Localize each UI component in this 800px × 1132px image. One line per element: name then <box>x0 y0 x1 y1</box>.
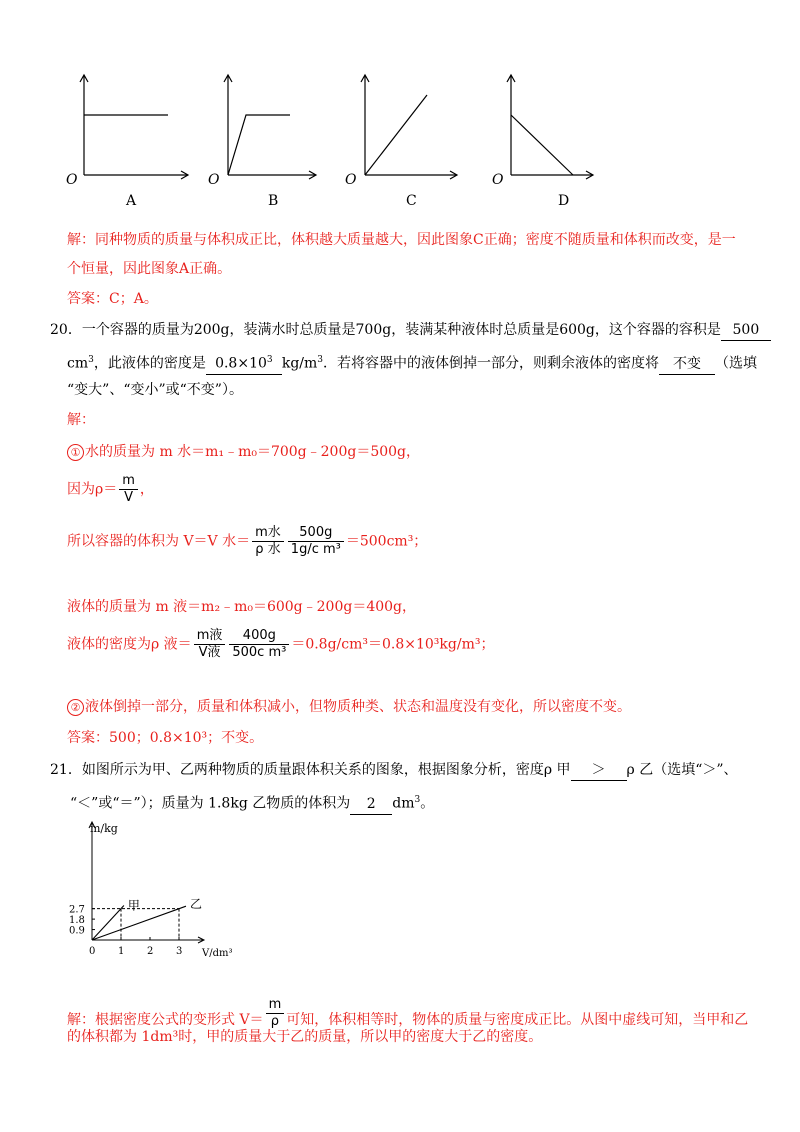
q20-line3: “变大”、“变小”或“不变”）。 <box>67 382 243 398</box>
y-tick-label: 2.7 <box>69 904 85 916</box>
q19-analysis-cont: 个恒量，因此图象A正确。 <box>67 261 232 277</box>
x-tick-label: 3 <box>176 946 183 957</box>
q20-number: 20． <box>50 322 82 338</box>
graph-a-origin: O <box>66 172 78 188</box>
graph-b-origin: O <box>208 172 220 188</box>
q19-answer: 答案：C；A。 <box>67 291 158 307</box>
q20-blank-change: 不变 <box>659 354 715 375</box>
q20-blank-density: $0.8\times 10^3$ <box>206 350 282 375</box>
graph-a-label: A <box>126 193 137 209</box>
x-tick-label: 2 <box>147 946 154 957</box>
q21-line1: 21．如图所示为甲、乙两种物质的质量跟体积关系的图象，根据图象分析，密度ρ 甲 ＞ ρ 乙（选填“＞”、 <box>50 760 738 781</box>
x-axis-label: V/dm³ <box>202 948 233 959</box>
graph-d-label: D <box>558 193 570 209</box>
series-label-jia: 甲 <box>127 898 140 913</box>
q21-line2: “＜”或“＝”）；质量为 1.8kg 乙物质的体积为 2 $dm^3$。 <box>70 790 434 815</box>
q21-blank-compare: ＞ <box>571 760 627 781</box>
q20-step2: 因为ρ＝ $\frac{m}{V}$ ， <box>67 473 154 505</box>
y-tick-label: 0.9 <box>69 925 85 937</box>
q20-step3: 所以容器的体积为 V＝V 水＝ $\frac{\text{m水}}{\text{ρ 水}}$ $\frac{500g}{\text{1g/c m³}}$ ＝500cm³； <box>67 525 428 557</box>
q20-step5: 液体的密度为ρ 液＝ $\frac{\text{m液}}{\text{V液}}$ $\frac{400g}{\text{500c m³}}$ ＝0.8g/cm³＝0.8×10³kg/m³； <box>67 628 495 660</box>
q21-chart <box>60 810 260 965</box>
q19-analysis: 解：同种物质的质量与体积成正比，体积越大质量越大，因此图象C正确；密度不随质量和体积而改变，是一 <box>67 232 736 248</box>
x-tick-label: 1 <box>118 946 125 957</box>
series-label-yi: 乙 <box>189 897 202 912</box>
graph-c-origin: O <box>345 172 357 188</box>
q21-number: 21． <box>50 762 82 778</box>
q21-solution-line1: 解：根据密度公式的变形式 V＝ $\frac{m}{\rho}$ 可知，体积相等时，物体的质量与密度成正比。从图中虚线可知，当甲和乙 <box>67 997 749 1029</box>
graph-b-label: B <box>268 193 279 209</box>
x-tick-label: 0 <box>89 946 96 957</box>
q20-line2: $cm^3$，此液体的密度是 $0.8\times 10^3$ $kg/m^3$．若将容器中的液体倒掉一部分，则剩余液体的密度将 不变 （选填 <box>67 350 757 375</box>
graphs-abcd <box>60 70 620 210</box>
y-axis-label: m/kg <box>90 822 118 835</box>
q20-answer: 答案：500；0.8×10³；不变。 <box>67 730 264 746</box>
q20-step4: 液体的质量为 m 液＝m₂﹣m₀＝600g﹣200g＝400g， <box>67 599 417 615</box>
graph-c-label: C <box>406 193 417 209</box>
y-tick-label: 1.8 <box>69 915 85 927</box>
graph-d-origin: O <box>492 172 504 188</box>
q20-line1: 20．一个容器的质量为200g，装满水时总质量是700g，装满某种液体时总质量是600g，这个容器的容积是 500 <box>50 320 771 341</box>
q20-blank-volume: 500 <box>721 320 771 341</box>
q21-blank-volume: 2 <box>350 794 392 815</box>
q20-step1: ① 水的质量为 m 水＝m₁﹣m₀＝700g﹣200g＝500g， <box>67 442 420 462</box>
q20-solution-label: 解： <box>67 412 95 428</box>
q20-step6: ② 液体倒掉一部分，质量和体积减小，但物质种类、状态和温度没有变化，所以密度不变。 <box>67 697 631 717</box>
q21-solution-line2: 的体积都为 1dm³时，甲的质量大于乙的质量，所以甲的密度大于乙的密度。 <box>67 1029 543 1045</box>
